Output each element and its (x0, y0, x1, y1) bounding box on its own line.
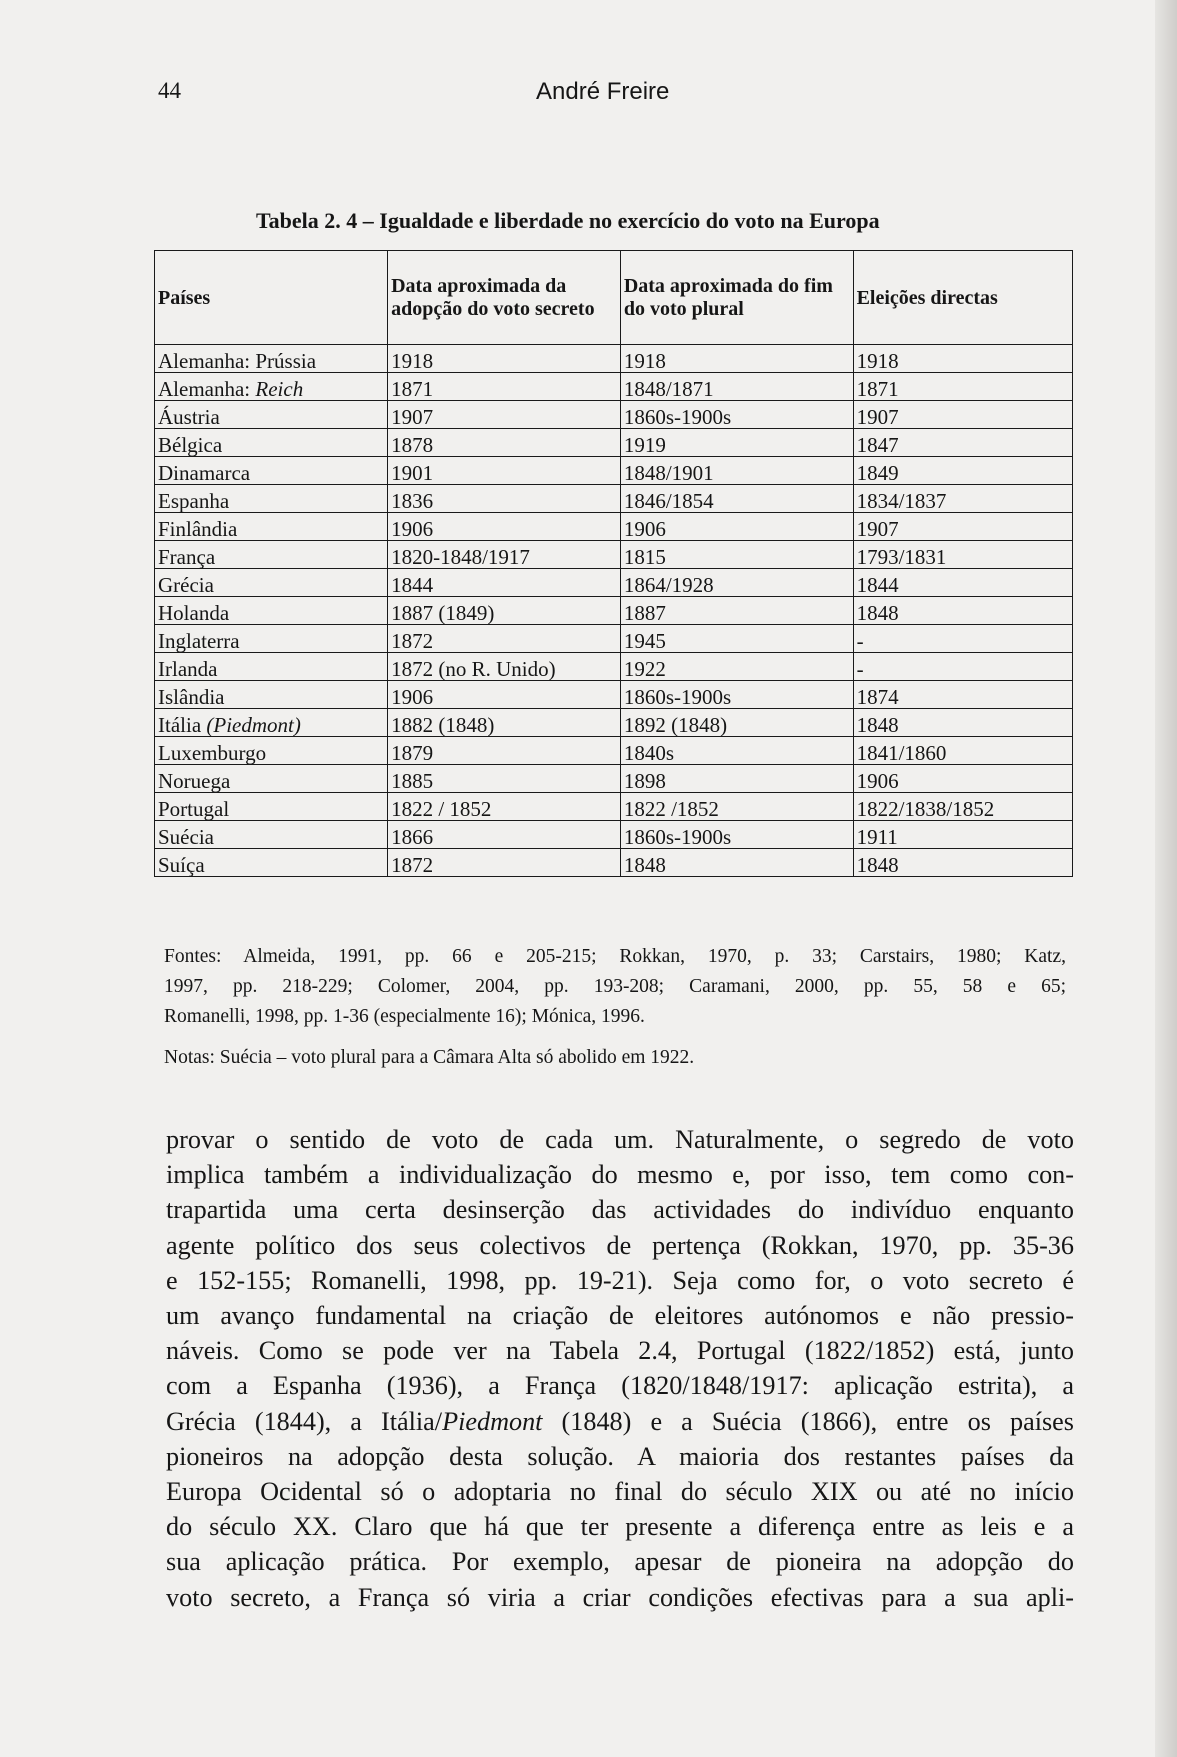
country-name: Portugal (158, 797, 230, 821)
table-row (155, 821, 1073, 849)
country-name: Espanha (158, 489, 230, 513)
cell-country (155, 485, 388, 513)
table-row (155, 625, 1073, 653)
cell-country (155, 821, 388, 849)
body-line: provar o sentido de voto de cada um. Naturalmente, o segredo de voto (166, 1125, 1074, 1154)
country-name: Suíça (158, 853, 205, 877)
sources-line: Fontes: Almeida, 1991, pp. 66 e 205-215; Rokkan, 1970, p. 33; Carstairs, 1980; Katz, (164, 946, 1066, 967)
body-line: do século XX. Claro que há que ter presente a diferença entre as leis e a (166, 1512, 1074, 1542)
cell-plural-vote-end: 1906 (620, 513, 853, 541)
body-line: implica também a individualização do mesmo e, por isso, tem como con- (166, 1160, 1074, 1190)
cell-direct-elections: 1848 (853, 709, 1072, 737)
body-paragraph (166, 1122, 1074, 1615)
cell-secret-vote-date: 1882 (1848) (388, 709, 621, 737)
table-caption: Tabela 2. 4 – Igualdade e liberdade no exercício do voto na Europa (256, 208, 880, 233)
cell-secret-vote-date: 1872 (no R. Unido) (388, 653, 621, 681)
table-row (155, 569, 1073, 597)
cell-plural-vote-end: 1898 (620, 765, 853, 793)
cell-secret-vote-date: 1872 (388, 625, 621, 653)
body-line: voto secreto, a França só viria a criar condições efectivas para a sua apli- (166, 1582, 1074, 1612)
table-row (155, 541, 1073, 569)
cell-country (155, 793, 388, 821)
cell-country (155, 709, 388, 737)
cell-plural-vote-end: 1848/1871 (620, 373, 853, 401)
cell-direct-elections: 1871 (853, 373, 1072, 401)
body-line-segment: (1848) e a Suécia (1866), entre os países (542, 1406, 1074, 1436)
cell-secret-vote-date: 1879 (388, 737, 621, 765)
cell-secret-vote-date: 1878 (388, 429, 621, 457)
sources-line: Romanelli, 1998, pp. 1-36 (especialmente 16); Mónica, 1996. (164, 1006, 645, 1027)
cell-secret-vote-date: 1844 (388, 569, 621, 597)
country-name: Finlândia (158, 517, 238, 541)
country-name: Suécia (158, 825, 214, 849)
country-qualifier: Reich (255, 377, 304, 401)
column-header-plural-vote-end: Data aproximada do fim do voto plural (620, 251, 853, 345)
cell-country (155, 401, 388, 429)
column-header-secret-vote: Data aproximada da adopção do voto secreto (388, 251, 621, 345)
country-name: Irlanda (158, 657, 218, 681)
body-line: pioneiros na adopção desta solução. A maioria dos restantes países da (166, 1441, 1074, 1471)
cell-country (155, 541, 388, 569)
table-row (155, 737, 1073, 765)
cell-secret-vote-date: 1901 (388, 457, 621, 485)
body-line (166, 1404, 1074, 1439)
body-line-emphasis: Piedmont (442, 1406, 543, 1436)
column-header-direct-elections: Eleições directas (853, 251, 1072, 345)
cell-country (155, 625, 388, 653)
cell-secret-vote-date: 1872 (388, 849, 621, 877)
cell-secret-vote-date: 1906 (388, 681, 621, 709)
cell-country (155, 373, 388, 401)
cell-plural-vote-end: 1848/1901 (620, 457, 853, 485)
country-name: Noruega (158, 769, 231, 793)
cell-direct-elections: - (853, 653, 1072, 681)
cell-secret-vote-date: 1918 (388, 345, 621, 373)
cell-direct-elections: 1848 (853, 849, 1072, 877)
cell-country (155, 653, 388, 681)
cell-plural-vote-end: 1848 (620, 849, 853, 877)
cell-plural-vote-end: 1864/1928 (620, 569, 853, 597)
cell-direct-elections: 1911 (853, 821, 1072, 849)
body-line: um avanço fundamental na criação de eleitores autónomos e não pressio- (166, 1301, 1074, 1331)
cell-country (155, 569, 388, 597)
cell-secret-vote-date: 1866 (388, 821, 621, 849)
table-row (155, 513, 1073, 541)
table-row (155, 457, 1073, 485)
table-header (155, 251, 1073, 345)
cell-direct-elections: 1906 (853, 765, 1072, 793)
country-name: Bélgica (158, 433, 223, 457)
running-head-author: André Freire (536, 78, 670, 105)
body-line: trapartida uma certa desinserção das actividades do indivíduo enquanto (166, 1195, 1074, 1225)
cell-country (155, 513, 388, 541)
table-notes: Notas: Suécia – voto plural para a Câmara Alta só abolido em 1922. (164, 1047, 695, 1068)
cell-country (155, 849, 388, 877)
body-line-segment: Grécia (1844), a Itália/ (166, 1406, 443, 1436)
cell-secret-vote-date: 1871 (388, 373, 621, 401)
cell-direct-elections: 1793/1831 (853, 541, 1072, 569)
cell-plural-vote-end: 1919 (620, 429, 853, 457)
table-row (155, 765, 1073, 793)
table-row (155, 345, 1073, 373)
cell-plural-vote-end: 1815 (620, 541, 853, 569)
cell-secret-vote-date: 1885 (388, 765, 621, 793)
body-line: sua aplicação prática. Por exemplo, apesar de pioneira na adopção do (166, 1547, 1074, 1577)
body-line: náveis. Como se pode ver na Tabela 2.4, Portugal (1822/1852) está, junto (166, 1336, 1074, 1366)
cell-country (155, 737, 388, 765)
country-name: Dinamarca (158, 461, 251, 485)
cell-secret-vote-date: 1822 / 1852 (388, 793, 621, 821)
body-line: Europa Ocidental só o adoptaria no final do século XIX ou até no início (166, 1477, 1074, 1507)
cell-plural-vote-end: 1860s-1900s (620, 401, 853, 429)
cell-plural-vote-end: 1840s (620, 737, 853, 765)
cell-country (155, 597, 388, 625)
cell-plural-vote-end: 1860s-1900s (620, 821, 853, 849)
page-edge-shadow (1155, 0, 1177, 1757)
cell-direct-elections: - (853, 625, 1072, 653)
table-row (155, 401, 1073, 429)
table-row (155, 681, 1073, 709)
cell-direct-elections: 1847 (853, 429, 1072, 457)
table-row (155, 653, 1073, 681)
cell-direct-elections: 1834/1837 (853, 485, 1072, 513)
cell-direct-elections: 1844 (853, 569, 1072, 597)
table-header-row (155, 251, 1073, 345)
cell-plural-vote-end: 1945 (620, 625, 853, 653)
sources-line: 1997, pp. 218-229; Colomer, 2004, pp. 193-208; Caramani, 2000, pp. 55, 58 e 65; (164, 976, 1066, 997)
cell-secret-vote-date: 1887 (1849) (388, 597, 621, 625)
table-row (155, 793, 1073, 821)
cell-direct-elections: 1874 (853, 681, 1072, 709)
body-line: agente político dos seus colectivos de pertença (Rokkan, 1970, pp. 35-36 (166, 1230, 1074, 1260)
cell-direct-elections: 1822/1838/1852 (853, 793, 1072, 821)
country-name: Holanda (158, 601, 230, 625)
page-header (158, 78, 918, 112)
country-qualifier: (Piedmont) (206, 713, 301, 737)
table-row (155, 429, 1073, 457)
cell-country (155, 429, 388, 457)
table-row (155, 709, 1073, 737)
country-name: Inglaterra (158, 629, 240, 653)
cell-direct-elections: 1907 (853, 513, 1072, 541)
voting-table (154, 250, 1073, 877)
country-name: Itália (158, 713, 207, 737)
country-name: Alemanha: (158, 377, 256, 401)
cell-plural-vote-end: 1887 (620, 597, 853, 625)
table-row (155, 373, 1073, 401)
cell-secret-vote-date: 1907 (388, 401, 621, 429)
cell-plural-vote-end: 1860s-1900s (620, 681, 853, 709)
country-name: Alemanha: Prússia (158, 349, 317, 373)
country-name: Grécia (158, 573, 214, 597)
table-row (155, 485, 1073, 513)
cell-secret-vote-date: 1820-1848/1917 (388, 541, 621, 569)
cell-plural-vote-end: 1846/1854 (620, 485, 853, 513)
table-sources (164, 942, 1066, 1032)
cell-direct-elections: 1918 (853, 345, 1072, 373)
column-header-countries: Países (155, 251, 388, 345)
body-line: com a Espanha (1936), a França (1820/1848/1917: aplicação estrita), a (166, 1371, 1074, 1401)
cell-plural-vote-end: 1922 (620, 653, 853, 681)
cell-secret-vote-date: 1836 (388, 485, 621, 513)
cell-plural-vote-end: 1822 /1852 (620, 793, 853, 821)
country-name: Luxemburgo (158, 741, 267, 765)
cell-plural-vote-end: 1892 (1848) (620, 709, 853, 737)
cell-country (155, 457, 388, 485)
country-name: França (158, 545, 216, 569)
page-number: 44 (158, 78, 181, 103)
body-line: e 152-155; Romanelli, 1998, pp. 19-21). Seja como for, o voto secreto é (166, 1265, 1074, 1295)
cell-direct-elections: 1849 (853, 457, 1072, 485)
cell-direct-elections: 1907 (853, 401, 1072, 429)
country-name: Áustria (158, 405, 220, 429)
table-row (155, 849, 1073, 877)
cell-secret-vote-date: 1906 (388, 513, 621, 541)
cell-country (155, 345, 388, 373)
cell-direct-elections: 1841/1860 (853, 737, 1072, 765)
table-body (155, 345, 1073, 877)
country-name: Islândia (158, 685, 225, 709)
cell-country (155, 681, 388, 709)
cell-plural-vote-end: 1918 (620, 345, 853, 373)
table-row (155, 597, 1073, 625)
cell-direct-elections: 1848 (853, 597, 1072, 625)
cell-country (155, 765, 388, 793)
